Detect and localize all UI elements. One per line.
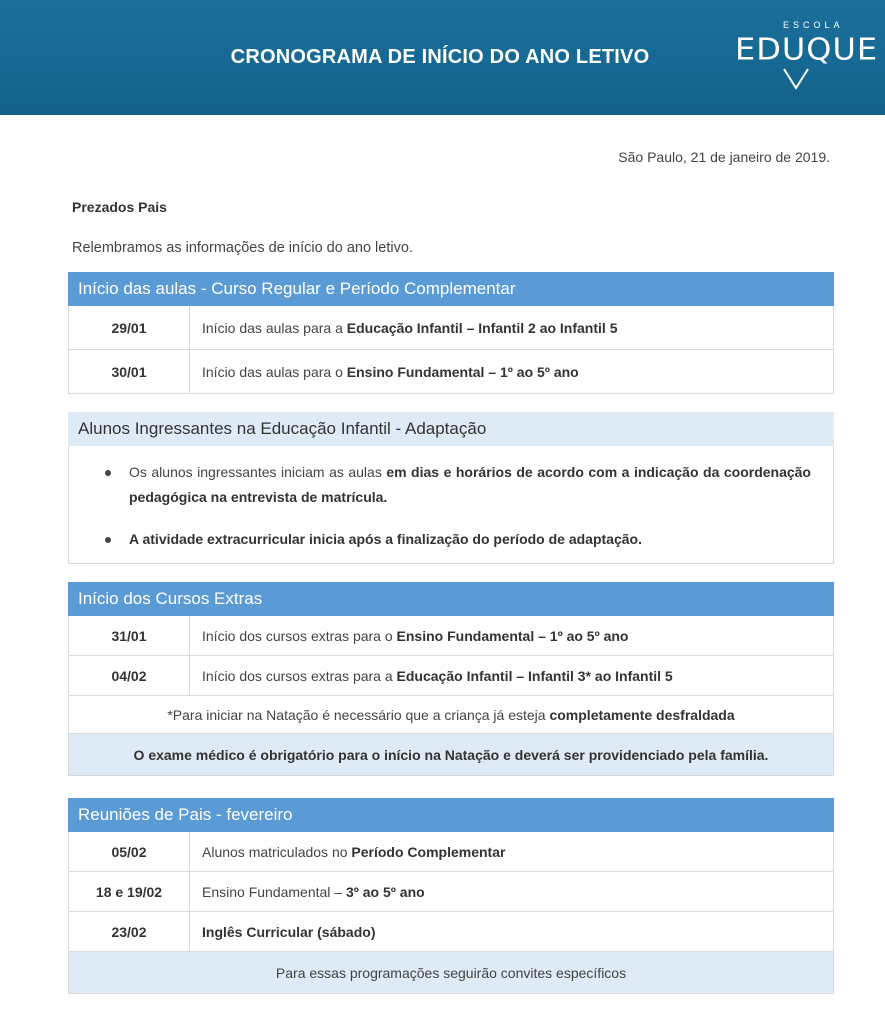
section-title: Reuniões de Pais - fevereiro bbox=[68, 798, 834, 832]
section-inicio-aulas bbox=[68, 272, 834, 394]
list-item: Os alunos ingressantes iniciam as aulas em dias e horários de acordo com a indicação da coordenação pedagógica na entrevista de matrícula. bbox=[105, 460, 811, 510]
table-row bbox=[68, 912, 834, 952]
table-row bbox=[68, 306, 834, 350]
table-row bbox=[68, 656, 834, 696]
logo-main-text: EDUQUE bbox=[735, 30, 879, 68]
row-date: 30/01 bbox=[69, 350, 190, 393]
row-description: Início das aulas para o Ensino Fundamental – 1º ao 5º ano bbox=[202, 363, 579, 380]
bullet-icon bbox=[105, 537, 111, 543]
page-title: CRONOGRAMA DE INÍCIO DO ANO LETIVO bbox=[230, 46, 650, 68]
row-description: Início dos cursos extras para a Educação Infantil – Infantil 3* ao Infantil 5 bbox=[202, 667, 673, 684]
table-row bbox=[68, 616, 834, 656]
row-date: 23/02 bbox=[69, 912, 190, 951]
row-date: 29/01 bbox=[69, 306, 190, 349]
row-description: Início dos cursos extras para o Ensino Fundamental – 1º ao 5º ano bbox=[202, 627, 629, 644]
school-logo bbox=[735, 20, 879, 98]
section-title: Início dos Cursos Extras bbox=[68, 582, 834, 616]
list-item: A atividade extracurricular inicia após a finalização do período de adaptação. bbox=[105, 527, 811, 552]
row-date: 18 e 19/02 bbox=[69, 872, 190, 911]
section-title: Início das aulas - Curso Regular e Período Complementar bbox=[68, 272, 834, 306]
row-date: 05/02 bbox=[69, 832, 190, 871]
header-banner bbox=[0, 0, 885, 115]
swimming-note: *Para iniciar na Natação é necessário que a criança já esteja completamente desfraldada bbox=[68, 696, 834, 734]
row-description: Inglês Curricular (sábado) bbox=[202, 923, 376, 940]
bullet-icon bbox=[105, 470, 111, 476]
table-row bbox=[68, 832, 834, 872]
logo-chevron-icon bbox=[783, 68, 809, 90]
bullet-list bbox=[68, 446, 834, 564]
invitations-note: Para essas programações seguirão convites específicos bbox=[68, 952, 834, 994]
section-reunioes bbox=[68, 798, 834, 994]
row-description: Alunos matriculados no Período Complementar bbox=[202, 843, 506, 860]
section-ingressantes bbox=[68, 412, 834, 564]
row-description: Início das aulas para a Educação Infantil – Infantil 2 ao Infantil 5 bbox=[202, 319, 618, 336]
section-cursos-extras bbox=[68, 582, 834, 776]
medical-exam-note: O exame médico é obrigatório para o início na Natação e deverá ser providenciado pela família. bbox=[68, 734, 834, 776]
row-date: 04/02 bbox=[69, 656, 190, 695]
letter-intro: Relembramos as informações de início do ano letivo. bbox=[72, 240, 413, 256]
table-row bbox=[68, 350, 834, 394]
letter-date: São Paulo, 21 de janeiro de 2019. bbox=[618, 149, 830, 165]
section-title: Alunos Ingressantes na Educação Infantil - Adaptação bbox=[68, 412, 834, 446]
logo-small-text: ESCOLA bbox=[783, 20, 844, 30]
letter-greeting: Prezados Pais bbox=[72, 199, 167, 215]
row-date: 31/01 bbox=[69, 616, 190, 655]
row-description: Ensino Fundamental – 3º ao 5º ano bbox=[202, 883, 425, 900]
table-row bbox=[68, 872, 834, 912]
